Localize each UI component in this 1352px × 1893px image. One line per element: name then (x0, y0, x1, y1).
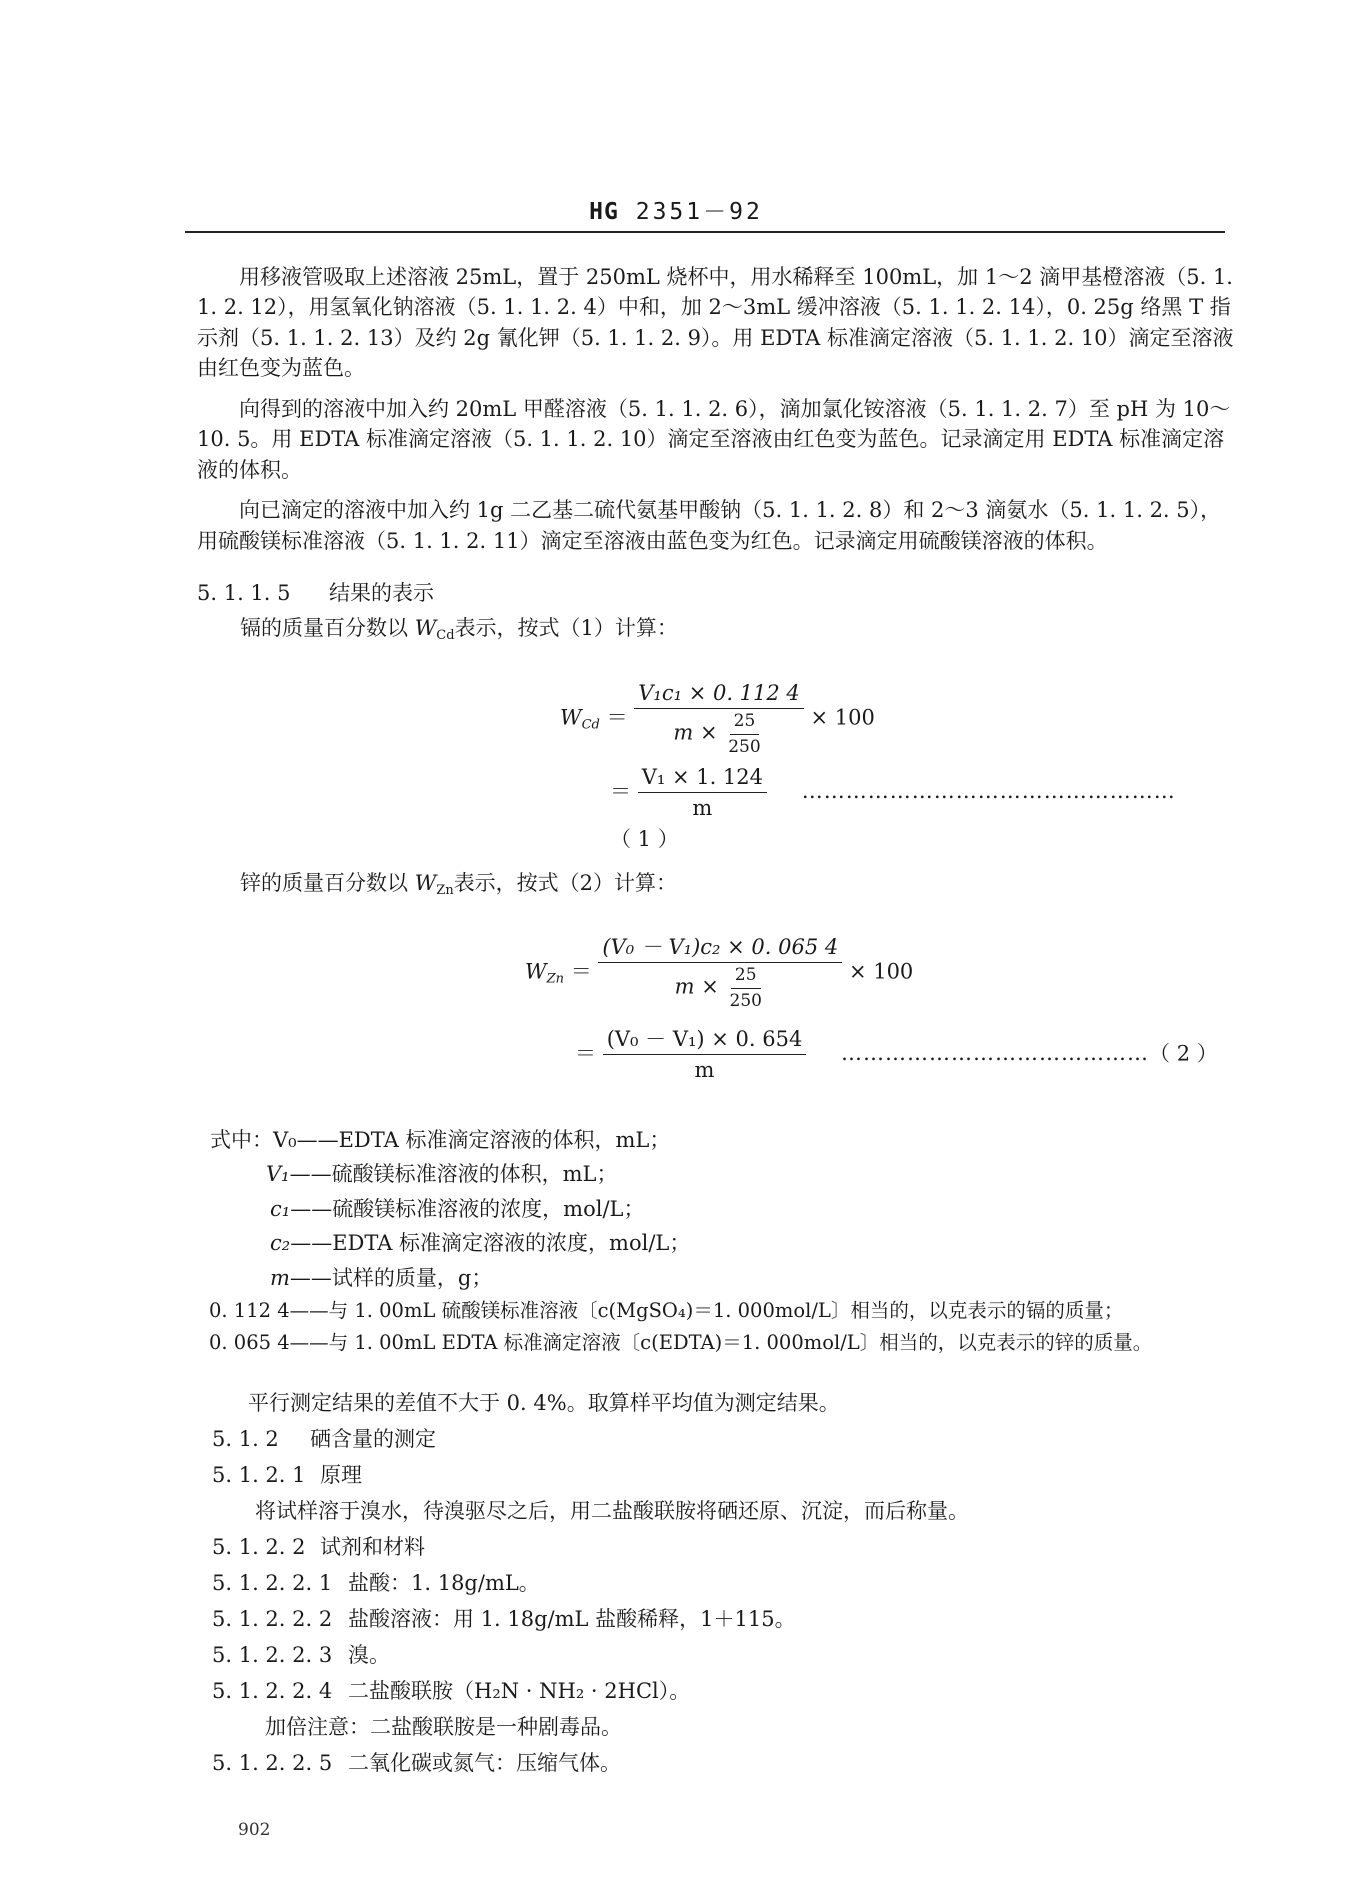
paragraph-2: 向得到的溶液中加入约 20mL 甲醛溶液（5. 1. 1. 2. 6），滴加氯化铵溶液（5. 1. 1. 2. 7）至 pH 为 10～10. 5。用 EDTA 标准滴定溶液（5. 1. 1. 2. 10）滴定至溶液由红色变为蓝色。记录滴定用 EDTA 标准滴定溶液的体积。 (197, 396, 1231, 482)
page-number: 902 (238, 1820, 271, 1840)
section-heading: 5. 1. 2. 2 试剂和材料 (212, 1535, 425, 1559)
legend-row: 0. 065 4——与 1. 00mL EDTA 标准滴定溶液〔c(EDTA)＝1. 000mol/L〕相当的，以克表示的锌的质量。 (209, 1331, 1153, 1355)
legend-row: 式中：V₀——EDTA 标准滴定溶液的体积，mL； (210, 1128, 671, 1152)
equation-number-2: （ 2 ） (1149, 1041, 1218, 1066)
formula-2-fraction: (V₀ － V₁)c₂ × 0. 065 4 m × $\frac{25}{250}$ (598, 932, 842, 1014)
header-rule (185, 231, 1225, 233)
equation-number-1: （ 1 ） (610, 826, 679, 851)
formula-1-fraction: V₁c₁ × 0. 112 4 m × $\frac{25}{250}$ (634, 678, 804, 760)
formula-1-simplified: ＝ $\frac{\text{V₁ × 1. 124}}{m}$ ……………………………………………（ 1 ） (610, 762, 1240, 854)
section-heading: 5. 1. 2 硒含量的测定 (212, 1427, 436, 1451)
paragraph-3: 向已滴定的溶液中加入约 1g 二乙基二硫代氨基甲酸钠（5. 1. 1. 2. 8）和 2～3 滴氨水（5. 1. 1. 2. 5），用硫酸镁标准溶液（5. 1. 1. 2. 11）滴定至溶液由蓝色变为红色。记录滴定用硫酸镁溶液的体积。 (197, 498, 1222, 553)
formula-1: $W_{Cd}$ ＝ V₁c₁ × 0. 112 4 m × $\frac{25}{250}$ × 100 (560, 678, 875, 760)
legend-row: m——试样的质量，g； (270, 1265, 493, 1290)
reagent-item: 5. 1. 2. 2. 1 盐酸：1. 18g/mL。 (212, 1571, 540, 1595)
zn-intro: 锌的质量百分数以 $W_{Zn}$表示，按式（2）计算： (240, 871, 678, 898)
warning-note: 加倍注意：二盐酸联胺是一种剧毒品。 (265, 1715, 622, 1739)
standard-number: 2351－92 (635, 199, 763, 225)
legend-row: c₂——EDTA 标准滴定溶液的浓度，mol/L； (270, 1231, 691, 1256)
reagent-item: 5. 1. 2. 2. 3 溴。 (212, 1643, 390, 1667)
section-title: 结果的表示 (329, 581, 434, 605)
formula-2: $W_{Zn}$ ＝ (V₀ － V₁)c₂ × 0. 065 4 m × $\frac{25}{250}$ × 100 (525, 932, 913, 1014)
tolerance-note: 平行测定结果的差值不大于 0. 4%。取算样平均值为测定结果。 (248, 1391, 840, 1415)
document-header (0, 196, 1352, 229)
section-heading: 5. 1. 2. 1 原理 (212, 1463, 362, 1487)
reagent-item: 5. 1. 2. 2. 5 二氧化碳或氮气：压缩气体。 (212, 1751, 621, 1775)
reagent-item: 5. 1. 2. 2. 2 盐酸溶液：用 1. 18g/mL 盐酸稀释，1＋115。 (212, 1607, 796, 1631)
paragraph-1: 用移液管吸取上述溶液 25mL，置于 250mL 烧杯中，用水稀释至 100mL，加 1～2 滴甲基橙溶液（5. 1. 1. 2. 12），用氢氧化钠溶液（5. 1. 1. 2. 4）中和，加 2～3mL 缓冲溶液（5. 1. 1. 2. 14），0. 25g 络黑 T 指示剂（5. 1. 1. 2. 13）及约 2g 氰化钾（5. 1. 1. 2. 9）。用 EDTA 标准滴定溶液（5. 1. 1. 2. 10）滴定至溶液由红色变为蓝色。 (197, 265, 1234, 381)
standard-code: HG (589, 199, 619, 225)
section-heading (197, 578, 434, 608)
reagent-item: 5. 1. 2. 2. 4 二盐酸联胺（H₂N · NH₂ · 2HCl）。 (212, 1679, 691, 1703)
legend-row: V₁——硫酸镁标准溶液的体积，mL； (266, 1162, 618, 1187)
legend-row: 0. 112 4——与 1. 00mL 硫酸镁标准溶液〔c(MgSO₄)＝1. 000mol/L〕相当的，以克表示的镉的质量； (209, 1299, 1124, 1323)
cd-intro: 镉的质量百分数以 $W_{Cd}$表示，按式（1）计算： (240, 616, 678, 643)
legend-row: c₁——硫酸镁标准溶液的浓度，mol/L； (270, 1196, 645, 1221)
principle-text: 将试样溶于溴水，待溴驱尽之后，用二盐酸联胺将硒还原、沉淀，而后称量。 (255, 1499, 969, 1523)
section-number: 5. 1. 1. 5 (197, 581, 291, 605)
body-paragraphs (197, 262, 1237, 556)
symbol-legend (210, 1125, 1240, 1358)
formula-2-simplified: ＝ $\frac{\text{(V₀ － V₁) × 0. 654}}{m}$ ……………………………………（ 2 ） (575, 1024, 1240, 1086)
